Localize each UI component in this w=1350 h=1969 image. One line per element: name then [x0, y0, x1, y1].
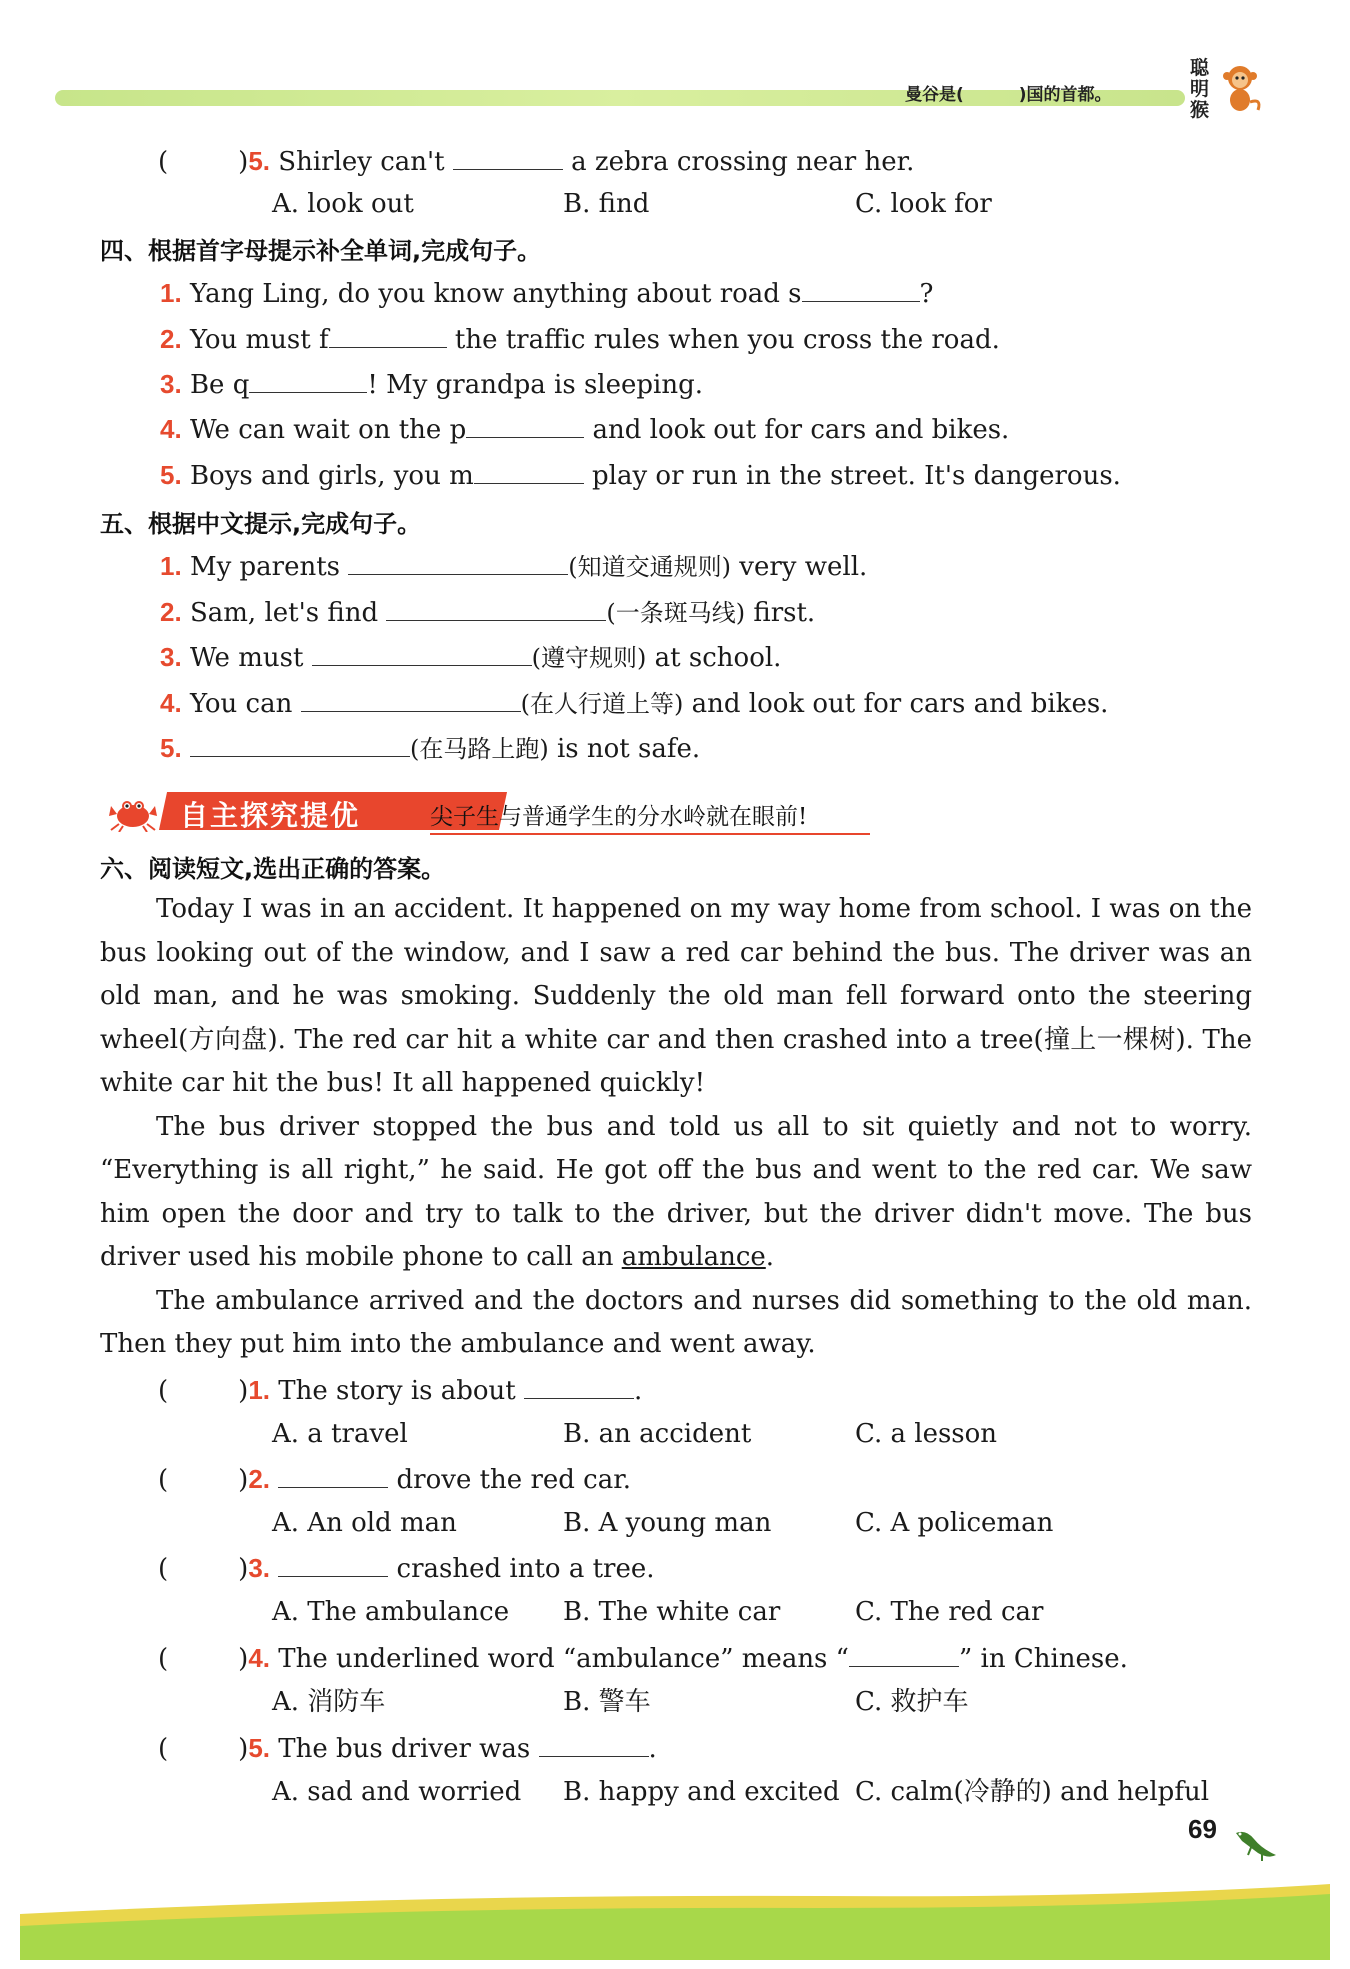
q1-option-a[interactable]: A. a travel [272, 1419, 408, 1449]
question-number: 5. [248, 146, 270, 176]
question-text: The story is about [278, 1376, 516, 1406]
item-text: Sam, let's find [189, 598, 379, 628]
passage-paragraph-3: The ambulance arrived and the doctors and nurses did something to the old man. Then they put him into the ambulance and went away. [100, 1285, 1252, 1359]
section6-title: 六、阅读短文,选出正确的答案。 [100, 855, 446, 883]
item-text: and look out for cars and bikes. [691, 689, 1109, 719]
answer-blank[interactable] [849, 1642, 959, 1667]
s5-item-3 [160, 640, 781, 675]
answer-blank[interactable] [466, 413, 584, 438]
item-number: 4. [160, 414, 182, 444]
question-text: ” in Chinese. [958, 1644, 1128, 1674]
question-text: The bus driver was [278, 1734, 531, 1764]
q4-option-c[interactable]: C. 救护车 [855, 1687, 969, 1717]
q5-option-b[interactable]: B. happy and excited [563, 1777, 840, 1807]
reading-question-5: ( )5. The bus driver was . [158, 1733, 657, 1764]
item-number: 5. [160, 733, 182, 763]
item-number: 2. [160, 597, 182, 627]
s4-item-1 [160, 276, 933, 311]
item-number: 5. [160, 460, 182, 490]
gecko-icon [1232, 1825, 1282, 1865]
item-number: 2. [160, 324, 182, 354]
item-text: You can [189, 689, 293, 719]
stem-text: a zebra crossing near her. [571, 147, 915, 177]
item-text: very well. [739, 552, 868, 582]
q2-option-b[interactable]: B. A young man [563, 1508, 772, 1538]
brand-label: 聪明猴 [1190, 57, 1210, 121]
question-text: drove the red car. [396, 1465, 632, 1495]
item-text: Yang Ling, do you know anything about road s [189, 279, 802, 309]
section5-title: 五、根据中文提示,完成句子。 [100, 510, 422, 538]
q1-option-b[interactable]: B. an accident [563, 1419, 752, 1449]
chinese-hint: (在马路上跑) [409, 735, 549, 763]
item-text: and look out for cars and bikes. [592, 415, 1010, 445]
crab-icon [105, 792, 161, 832]
page-number: 69 [1188, 1814, 1217, 1844]
q2-option-a[interactable]: A. An old man [272, 1508, 457, 1538]
answer-blank[interactable] [524, 1374, 634, 1399]
answer-blank[interactable] [312, 641, 532, 666]
answer-blank[interactable] [190, 732, 410, 757]
item-text: My parents [189, 552, 341, 582]
hint-left: 曼谷是( [905, 85, 964, 105]
option-c[interactable]: C. look for [855, 189, 992, 219]
item-number: 1. [160, 551, 182, 581]
option-a[interactable]: A. look out [272, 189, 414, 219]
chinese-hint: (一条斑马线) [606, 599, 746, 627]
s4-item-5 [160, 458, 1121, 493]
item-number: 4. [160, 688, 182, 718]
answer-blank[interactable] [802, 277, 920, 302]
item-text: Be q [189, 370, 250, 400]
question-text: . [648, 1734, 657, 1764]
s4-item-3 [160, 367, 703, 402]
answer-blank[interactable] [249, 368, 367, 393]
passage-paragraph-1: Today I was in an accident. It happened on my way home from school. I was on the bus looking out of the window, and I saw a red car behind the bus. The driver was an old man, and he was smoking. Suddenly the old man fell forward onto the steering wheel(方向盘). The red car hit a white car and then crashed into a tree(撞上一棵树). The white car hit the bus! It all happened quickly! [100, 894, 1252, 1098]
item-text: ? [919, 279, 934, 309]
item-text: at school. [654, 643, 782, 673]
s4-item-4 [160, 412, 1009, 447]
question-text: crashed into a tree. [396, 1554, 655, 1584]
question-number: 5. [248, 1733, 270, 1763]
s4-item-2 [160, 322, 1000, 357]
item-text: play or run in the street. It's dangerous. [592, 461, 1121, 491]
hint-right: )国的首都。 [1018, 85, 1112, 105]
answer-blank[interactable] [348, 550, 568, 575]
item-text: is not safe. [556, 734, 701, 764]
question-number: 2. [248, 1464, 270, 1494]
section-banner [105, 792, 875, 832]
p3-question-5: ( )5. Shirley can't a zebra crossing near her. [158, 146, 915, 177]
answer-blank[interactable] [453, 145, 563, 170]
question-number: 1. [248, 1375, 270, 1405]
section4-title: 四、根据首字母提示补全单词,完成句子。 [100, 237, 542, 265]
s5-item-4 [160, 686, 1108, 721]
stem-text: Shirley can't [278, 147, 445, 177]
q4-option-b[interactable]: B. 警车 [563, 1687, 651, 1717]
q3-option-a[interactable]: A. The ambulance [272, 1597, 510, 1627]
banner-title: 自主探究提优 [180, 799, 361, 832]
answer-blank[interactable] [301, 687, 521, 712]
s5-item-2 [160, 595, 815, 630]
banner-subtitle: 尖子生与普通学生的分水岭就在眼前! [430, 798, 870, 835]
q1-option-c[interactable]: C. a lesson [855, 1419, 998, 1449]
item-text: We must [189, 643, 304, 673]
option-b[interactable]: B. find [563, 189, 650, 219]
header-hint [905, 80, 1112, 105]
reading-passage [100, 888, 1252, 1367]
item-text: Boys and girls, you m [189, 461, 474, 491]
answer-blank[interactable] [386, 596, 606, 621]
q2-option-c[interactable]: C. A policeman [855, 1508, 1054, 1538]
question-number: 4. [248, 1643, 270, 1673]
underlined-word: ambulance [621, 1242, 766, 1272]
reading-question-3: ( )3. crashed into a tree. [158, 1553, 655, 1584]
q3-option-b[interactable]: B. The white car [563, 1597, 781, 1627]
item-text: first. [753, 598, 816, 628]
question-text: . [634, 1376, 643, 1406]
question-number: 3. [248, 1553, 270, 1583]
answer-blank[interactable] [278, 1552, 388, 1577]
q4-option-a[interactable]: A. 消防车 [272, 1687, 386, 1717]
item-number: 3. [160, 642, 182, 672]
passage-text: The bus driver stopped the bus and told us all to sit quietly and not to worry. “Everything is all right,” he said. He got off the bus and went to the red car. We saw him open the door and try to talk to the driver, but the driver didn't move. The bus driver used his mobile phone to call an [100, 1111, 1252, 1272]
question-text: The underlined word “ambulance” means “ [278, 1644, 849, 1674]
answer-blank[interactable] [329, 323, 447, 348]
item-number: 3. [160, 369, 182, 399]
reading-question-4: ( )4. The underlined word “ambulance” means “ ” in Chinese. [158, 1643, 1128, 1674]
s5-item-5 [160, 731, 700, 766]
chinese-hint: (知道交通规则) [568, 553, 732, 581]
q5-option-a[interactable]: A. sad and worried [272, 1777, 522, 1807]
reading-question-1: ( )1. The story is about . [158, 1375, 643, 1406]
reading-question-2: ( )2. drove the red car. [158, 1464, 632, 1495]
passage-text: . [765, 1242, 775, 1272]
item-number: 1. [160, 278, 182, 308]
chinese-hint: (在人行道上等) [520, 690, 684, 718]
s5-item-1 [160, 549, 867, 584]
item-text: We can wait on the p [189, 415, 467, 445]
q5-option-c[interactable]: C. calm(冷静的) and helpful [855, 1777, 1210, 1807]
chinese-hint: (遵守规则) [531, 644, 647, 672]
item-text: ! My grandpa is sleeping. [367, 370, 703, 400]
monkey-logo-icon [1218, 62, 1264, 114]
answer-blank[interactable] [278, 1463, 388, 1488]
item-text: You must f [189, 325, 329, 355]
answer-blank[interactable] [474, 459, 584, 484]
passage-paragraph-2 [100, 1106, 1252, 1280]
q3-option-c[interactable]: C. The red car [855, 1597, 1044, 1627]
footer-green-wave [20, 1880, 1330, 1960]
answer-blank[interactable] [539, 1732, 649, 1757]
item-text: the traffic rules when you cross the road. [454, 325, 1000, 355]
